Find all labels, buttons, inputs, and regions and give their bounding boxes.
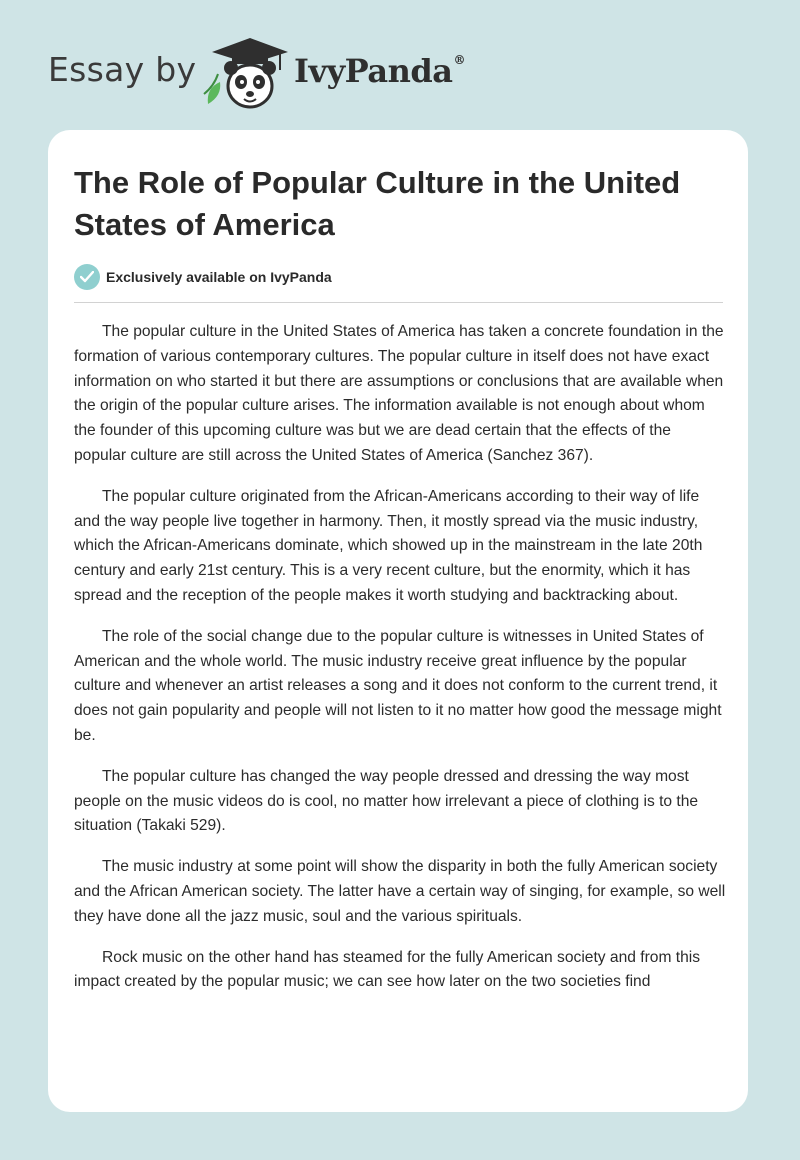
brand-name[interactable]: IvyPanda® bbox=[294, 52, 465, 90]
essay-title: The Role of Popular Culture in the United States of America bbox=[74, 165, 681, 242]
essay-by-label: Essay by bbox=[48, 50, 197, 89]
panda-graduate-logo-icon[interactable] bbox=[202, 34, 288, 112]
paragraph: The popular culture has changed the way people dressed and dressing the way most people on the music videos do is cool, no matter how irrelevant a piece of clothing is to the situation (Takaki 529). bbox=[74, 767, 699, 835]
paragraph: The popular culture in the United States of America has taken a concrete foundation in the formation of various contemporary cultures. The popular culture in itself does not have exact information on who started it but there are assumptions or conclusions that are available when the origin of the popular culture arises. The information available is not enough about whom the founder of this upcoming culture was but we are dead certain that the effects of the popular culture are still across the United States of America (Sanchez 367). bbox=[74, 323, 724, 464]
paragraph: The popular culture originated from the African-Americans according to their way of life and the way people live together in harmony. Then, it mostly spread via the music industry, which the African-Americans dominate, which showed up in the mainstream in the late 20th century and early 21st century. This is a very recent culture, but the enormity, which it has spread and the reception of the people makes it worth studying and backtracking about. bbox=[74, 487, 703, 604]
check-circle-icon bbox=[74, 264, 100, 290]
registered-mark: ® bbox=[453, 53, 465, 68]
exclusive-badge bbox=[74, 264, 332, 290]
paragraph: Rock music on the other hand has steamed for the fully American society and from this impact created by the popular music; we can see how later on the two societies find bbox=[74, 948, 701, 991]
paragraph: The music industry at some point will show the disparity in both the fully American society and the African American society. The latter have a certain way of singing, for example, so well they have done all the jazz music, soul and the various spirituals. bbox=[74, 858, 726, 925]
essay-card bbox=[48, 130, 748, 1112]
exclusive-label: Exclusively available on IvyPanda bbox=[106, 269, 332, 285]
site-header bbox=[48, 30, 548, 110]
divider bbox=[74, 302, 723, 303]
essay-body bbox=[74, 320, 726, 1011]
paragraph: The role of the social change due to the popular culture is witnesses in United States of American and the whole world. The music industry receive great influence by the popular culture and whenever an artist releases a song and it does not conform to the current trend, it does not gain popularity and people will not listen to it no matter how good the message might be. bbox=[74, 627, 722, 744]
